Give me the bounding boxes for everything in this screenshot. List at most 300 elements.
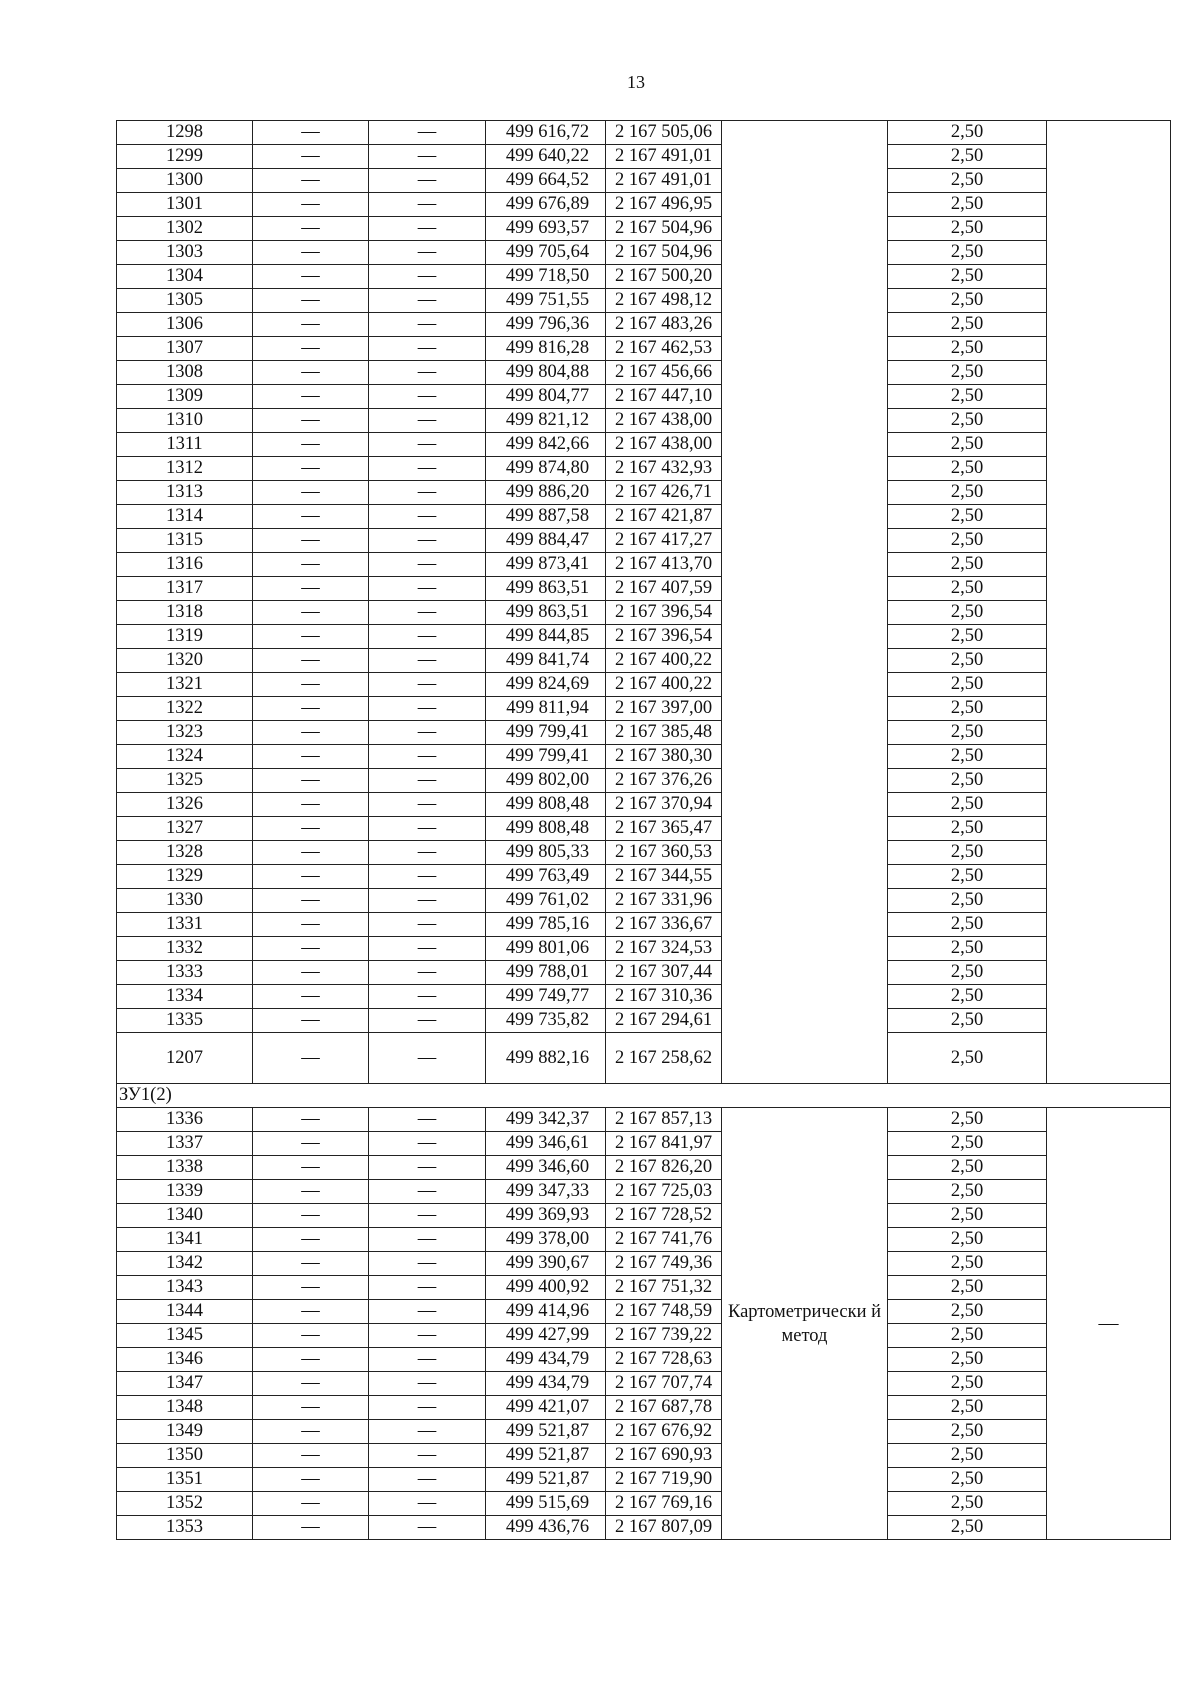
accuracy-cell: 2,50 [888,169,1047,193]
dash-cell: — [369,1180,486,1204]
table-row [117,1324,1171,1348]
dash-cell: — [253,577,369,601]
table-row [117,361,1171,385]
point-number-cell: 1307 [117,337,253,361]
x-coordinate-cell: 499 763,49 [486,865,606,889]
point-number-cell: 1334 [117,985,253,1009]
dash-cell: — [253,529,369,553]
dash-cell: — [369,937,486,961]
x-coordinate-cell: 499 346,61 [486,1132,606,1156]
table-row [117,1444,1171,1468]
accuracy-cell: 2,50 [888,337,1047,361]
x-coordinate-cell: 499 421,07 [486,1396,606,1420]
dash-cell: — [369,409,486,433]
dash-cell: — [369,985,486,1009]
dash-cell: — [253,217,369,241]
accuracy-cell: 2,50 [888,649,1047,673]
table-row [117,1516,1171,1540]
x-coordinate-cell: 499 887,58 [486,505,606,529]
dash-cell: — [253,649,369,673]
table-row [117,937,1171,961]
x-coordinate-cell: 499 342,37 [486,1108,606,1132]
y-coordinate-cell: 2 167 728,63 [606,1348,722,1372]
x-coordinate-cell: 499 811,94 [486,697,606,721]
accuracy-cell: 2,50 [888,289,1047,313]
dash-cell: — [253,1252,369,1276]
point-number-cell: 1313 [117,481,253,505]
method-cell: Картометрически й метод [722,1108,888,1540]
accuracy-cell: 2,50 [888,1468,1047,1492]
table-row [117,1009,1171,1033]
y-coordinate-cell: 2 167 294,61 [606,1009,722,1033]
x-coordinate-cell: 499 884,47 [486,529,606,553]
y-coordinate-cell: 2 167 739,22 [606,1324,722,1348]
dash-cell: — [369,313,486,337]
table-row [117,1132,1171,1156]
accuracy-cell: 2,50 [888,1324,1047,1348]
point-number-cell: 1315 [117,529,253,553]
y-coordinate-cell: 2 167 380,30 [606,745,722,769]
accuracy-cell: 2,50 [888,1228,1047,1252]
accuracy-cell: 2,50 [888,1396,1047,1420]
accuracy-cell: 2,50 [888,1180,1047,1204]
table-row [117,1108,1171,1132]
dash-cell: — [253,433,369,457]
y-coordinate-cell: 2 167 396,54 [606,625,722,649]
y-coordinate-cell: 2 167 707,74 [606,1372,722,1396]
dash-cell: — [369,145,486,169]
y-coordinate-cell: 2 167 438,00 [606,409,722,433]
accuracy-cell: 2,50 [888,121,1047,145]
y-coordinate-cell: 2 167 376,26 [606,769,722,793]
x-coordinate-cell: 499 882,16 [486,1033,606,1084]
accuracy-cell: 2,50 [888,625,1047,649]
x-coordinate-cell: 499 808,48 [486,793,606,817]
table-row [117,1348,1171,1372]
dash-cell: — [369,1108,486,1132]
dash-cell: — [253,1228,369,1252]
dash-cell: — [369,505,486,529]
dash-cell: — [253,865,369,889]
y-coordinate-cell: 2 167 483,26 [606,313,722,337]
accuracy-cell: 2,50 [888,817,1047,841]
dash-cell: — [369,793,486,817]
x-coordinate-cell: 499 799,41 [486,721,606,745]
dash-cell: — [253,1516,369,1540]
dash-cell: — [369,721,486,745]
table-row [117,913,1171,937]
point-number-cell: 1305 [117,289,253,313]
point-number-cell: 1311 [117,433,253,457]
y-coordinate-cell: 2 167 690,93 [606,1444,722,1468]
table-row [117,601,1171,625]
dash-cell: — [253,169,369,193]
table-row [117,217,1171,241]
point-number-cell: 1306 [117,313,253,337]
y-coordinate-cell: 2 167 741,76 [606,1228,722,1252]
dash-cell: — [369,1276,486,1300]
dash-cell: — [369,889,486,913]
dash-cell: — [369,337,486,361]
y-coordinate-cell: 2 167 728,52 [606,1204,722,1228]
dash-cell: — [253,1468,369,1492]
x-coordinate-cell: 499 844,85 [486,625,606,649]
accuracy-cell: 2,50 [888,1492,1047,1516]
table-row [117,505,1171,529]
y-coordinate-cell: 2 167 687,78 [606,1396,722,1420]
accuracy-cell: 2,50 [888,433,1047,457]
accuracy-cell: 2,50 [888,193,1047,217]
x-coordinate-cell: 499 705,64 [486,241,606,265]
accuracy-cell: 2,50 [888,865,1047,889]
point-number-cell: 1344 [117,1300,253,1324]
dash-cell: — [253,481,369,505]
dash-cell: — [253,1324,369,1348]
point-number-cell: 1317 [117,577,253,601]
point-number-cell: 1300 [117,169,253,193]
y-coordinate-cell: 2 167 344,55 [606,865,722,889]
table-row [117,841,1171,865]
dash-cell: — [369,217,486,241]
dash-cell: — [253,769,369,793]
y-coordinate-cell: 2 167 432,93 [606,457,722,481]
dash-cell: — [253,937,369,961]
dash-cell: — [253,673,369,697]
y-coordinate-cell: 2 167 456,66 [606,361,722,385]
dash-cell: — [253,265,369,289]
dash-cell: — [253,961,369,985]
point-number-cell: 1303 [117,241,253,265]
point-number-cell: 1346 [117,1348,253,1372]
table-row [117,481,1171,505]
table-row [117,1396,1171,1420]
dash-cell: — [253,1396,369,1420]
dash-cell: — [369,529,486,553]
dash-cell: — [369,817,486,841]
table-row [117,385,1171,409]
x-coordinate-cell: 499 676,89 [486,193,606,217]
y-coordinate-cell: 2 167 500,20 [606,265,722,289]
dash-cell: — [253,241,369,265]
x-coordinate-cell: 499 640,22 [486,145,606,169]
dash-cell: — [369,601,486,625]
y-coordinate-cell: 2 167 504,96 [606,241,722,265]
point-number-cell: 1310 [117,409,253,433]
accuracy-cell: 2,50 [888,1516,1047,1540]
dash-cell: — [369,433,486,457]
table-row [117,961,1171,985]
coordinates-table [116,120,1171,1540]
y-coordinate-cell: 2 167 400,22 [606,673,722,697]
point-number-cell: 1340 [117,1204,253,1228]
x-coordinate-cell: 499 799,41 [486,745,606,769]
dash-cell: — [253,985,369,1009]
coordinates-table-body [117,121,1171,1540]
x-coordinate-cell: 499 369,93 [486,1204,606,1228]
table-row [117,409,1171,433]
accuracy-cell: 2,50 [888,361,1047,385]
x-coordinate-cell: 499 521,87 [486,1468,606,1492]
dash-cell: — [369,1009,486,1033]
accuracy-cell: 2,50 [888,937,1047,961]
note-cell: — [1047,1108,1171,1540]
y-coordinate-cell: 2 167 397,00 [606,697,722,721]
accuracy-cell: 2,50 [888,1372,1047,1396]
point-number-cell: 1347 [117,1372,253,1396]
x-coordinate-cell: 499 863,51 [486,577,606,601]
y-coordinate-cell: 2 167 310,36 [606,985,722,1009]
table-row [117,865,1171,889]
accuracy-cell: 2,50 [888,841,1047,865]
x-coordinate-cell: 499 886,20 [486,481,606,505]
accuracy-cell: 2,50 [888,217,1047,241]
table-row [117,1468,1171,1492]
dash-cell: — [253,601,369,625]
dash-cell: — [253,1300,369,1324]
dash-cell: — [253,721,369,745]
x-coordinate-cell: 499 841,74 [486,649,606,673]
table-row [117,721,1171,745]
x-coordinate-cell: 499 801,06 [486,937,606,961]
dash-cell: — [253,145,369,169]
table-row [117,241,1171,265]
accuracy-cell: 2,50 [888,913,1047,937]
y-coordinate-cell: 2 167 331,96 [606,889,722,913]
dash-cell: — [369,289,486,313]
dash-cell: — [369,913,486,937]
x-coordinate-cell: 499 664,52 [486,169,606,193]
x-coordinate-cell: 499 804,88 [486,361,606,385]
point-number-cell: 1351 [117,1468,253,1492]
point-number-cell: 1336 [117,1108,253,1132]
x-coordinate-cell: 499 873,41 [486,553,606,577]
table-row [117,793,1171,817]
section-label: ЗУ1(2) [117,1084,1171,1108]
dash-cell: — [253,1492,369,1516]
accuracy-cell: 2,50 [888,1420,1047,1444]
table-row [117,433,1171,457]
point-number-cell: 1308 [117,361,253,385]
x-coordinate-cell: 499 785,16 [486,913,606,937]
accuracy-cell: 2,50 [888,601,1047,625]
y-coordinate-cell: 2 167 421,87 [606,505,722,529]
x-coordinate-cell: 499 434,79 [486,1348,606,1372]
table-row [117,1420,1171,1444]
y-coordinate-cell: 2 167 407,59 [606,577,722,601]
accuracy-cell: 2,50 [888,961,1047,985]
table-row [117,289,1171,313]
point-number-cell: 1301 [117,193,253,217]
accuracy-cell: 2,50 [888,313,1047,337]
x-coordinate-cell: 499 808,48 [486,817,606,841]
y-coordinate-cell: 2 167 447,10 [606,385,722,409]
table-row [117,1372,1171,1396]
accuracy-cell: 2,50 [888,1156,1047,1180]
point-number-cell: 1319 [117,625,253,649]
dash-cell: — [369,1132,486,1156]
accuracy-cell: 2,50 [888,265,1047,289]
x-coordinate-cell: 499 427,99 [486,1324,606,1348]
table-row [117,649,1171,673]
point-number-cell: 1304 [117,265,253,289]
table-row [117,1252,1171,1276]
dash-cell: — [369,625,486,649]
point-number-cell: 1329 [117,865,253,889]
accuracy-cell: 2,50 [888,1132,1047,1156]
dash-cell: — [369,361,486,385]
table-row [117,169,1171,193]
x-coordinate-cell: 499 751,55 [486,289,606,313]
table-row [117,313,1171,337]
table-row [117,769,1171,793]
y-coordinate-cell: 2 167 417,27 [606,529,722,553]
accuracy-cell: 2,50 [888,481,1047,505]
dash-cell: — [253,817,369,841]
x-coordinate-cell: 499 874,80 [486,457,606,481]
dash-cell: — [253,1132,369,1156]
point-number-cell: 1343 [117,1276,253,1300]
accuracy-cell: 2,50 [888,697,1047,721]
x-coordinate-cell: 499 842,66 [486,433,606,457]
dash-cell: — [369,241,486,265]
point-number-cell: 1349 [117,1420,253,1444]
accuracy-cell: 2,50 [888,1444,1047,1468]
accuracy-cell: 2,50 [888,553,1047,577]
dash-cell: — [369,1516,486,1540]
accuracy-cell: 2,50 [888,529,1047,553]
accuracy-cell: 2,50 [888,889,1047,913]
dash-cell: — [369,1324,486,1348]
dash-cell: — [253,697,369,721]
coordinates-sheet [116,120,1170,1598]
dash-cell: — [369,1372,486,1396]
y-coordinate-cell: 2 167 336,67 [606,913,722,937]
dash-cell: — [253,289,369,313]
point-number-cell: 1327 [117,817,253,841]
x-coordinate-cell: 499 735,82 [486,1009,606,1033]
point-number-cell: 1320 [117,649,253,673]
dash-cell: — [369,1420,486,1444]
point-number-cell: 1337 [117,1132,253,1156]
table-row [117,145,1171,169]
y-coordinate-cell: 2 167 496,95 [606,193,722,217]
point-number-cell: 1338 [117,1156,253,1180]
dash-cell: — [253,1033,369,1084]
dash-cell: — [253,1444,369,1468]
accuracy-cell: 2,50 [888,1348,1047,1372]
y-coordinate-cell: 2 167 826,20 [606,1156,722,1180]
dash-cell: — [369,1156,486,1180]
accuracy-cell: 2,50 [888,457,1047,481]
table-row [117,1492,1171,1516]
point-number-cell: 1309 [117,385,253,409]
dash-cell: — [369,481,486,505]
x-coordinate-cell: 499 804,77 [486,385,606,409]
dash-cell: — [369,169,486,193]
x-coordinate-cell: 499 805,33 [486,841,606,865]
point-number-cell: 1332 [117,937,253,961]
x-coordinate-cell: 499 521,87 [486,1444,606,1468]
dash-cell: — [253,385,369,409]
accuracy-cell: 2,50 [888,145,1047,169]
x-coordinate-cell: 499 616,72 [486,121,606,145]
dash-cell: — [253,1180,369,1204]
table-row [117,457,1171,481]
x-coordinate-cell: 499 863,51 [486,601,606,625]
method-cell-empty [722,121,888,1084]
y-coordinate-cell: 2 167 504,96 [606,217,722,241]
dash-cell: — [253,1420,369,1444]
x-coordinate-cell: 499 390,67 [486,1252,606,1276]
dash-cell: — [369,1396,486,1420]
y-coordinate-cell: 2 167 676,92 [606,1420,722,1444]
accuracy-cell: 2,50 [888,769,1047,793]
x-coordinate-cell: 499 749,77 [486,985,606,1009]
dash-cell: — [253,625,369,649]
y-coordinate-cell: 2 167 360,53 [606,841,722,865]
dash-cell: — [253,1372,369,1396]
table-row [117,817,1171,841]
accuracy-cell: 2,50 [888,1009,1047,1033]
y-coordinate-cell: 2 167 498,12 [606,289,722,313]
y-coordinate-cell: 2 167 857,13 [606,1108,722,1132]
point-number-cell: 1335 [117,1009,253,1033]
point-number-cell: 1299 [117,145,253,169]
dash-cell: — [369,385,486,409]
dash-cell: — [369,1252,486,1276]
dash-cell: — [369,865,486,889]
x-coordinate-cell: 499 802,00 [486,769,606,793]
dash-cell: — [253,505,369,529]
point-number-cell: 1316 [117,553,253,577]
table-row [117,1276,1171,1300]
accuracy-cell: 2,50 [888,1252,1047,1276]
dash-cell: — [253,409,369,433]
dash-cell: — [369,745,486,769]
point-number-cell: 1342 [117,1252,253,1276]
accuracy-cell: 2,50 [888,1300,1047,1324]
dash-cell: — [369,1492,486,1516]
accuracy-cell: 2,50 [888,1276,1047,1300]
dash-cell: — [253,1108,369,1132]
accuracy-cell: 2,50 [888,241,1047,265]
x-coordinate-cell: 499 515,69 [486,1492,606,1516]
note-cell-empty [1047,121,1171,1084]
point-number-cell: 1325 [117,769,253,793]
y-coordinate-cell: 2 167 491,01 [606,169,722,193]
y-coordinate-cell: 2 167 396,54 [606,601,722,625]
y-coordinate-cell: 2 167 307,44 [606,961,722,985]
table-row [117,625,1171,649]
table-row [117,673,1171,697]
y-coordinate-cell: 2 167 258,62 [606,1033,722,1084]
dash-cell: — [369,1033,486,1084]
accuracy-cell: 2,50 [888,1204,1047,1228]
table-row [117,577,1171,601]
dash-cell: — [253,1156,369,1180]
dash-cell: — [369,1228,486,1252]
dash-cell: — [253,361,369,385]
dash-cell: — [253,121,369,145]
dash-cell: — [369,673,486,697]
point-number-cell: 1353 [117,1516,253,1540]
point-number-cell: 1322 [117,697,253,721]
y-coordinate-cell: 2 167 841,97 [606,1132,722,1156]
point-number-cell: 1330 [117,889,253,913]
dash-cell: — [253,337,369,361]
x-coordinate-cell: 499 347,33 [486,1180,606,1204]
accuracy-cell: 2,50 [888,793,1047,817]
